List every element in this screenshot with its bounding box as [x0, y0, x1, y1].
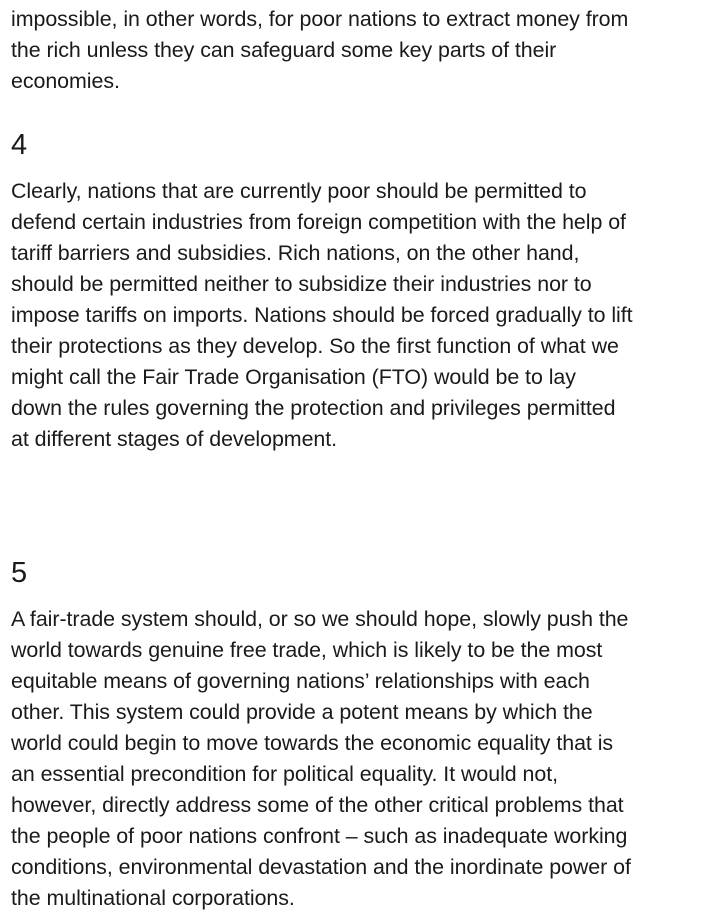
text-line: economies.: [11, 69, 120, 93]
text-line: world towards genuine free trade, which is likely to be the most: [11, 638, 603, 662]
text-line: other. This system could provide a potent means by which the: [11, 700, 593, 724]
text-line: their protections as they develop. So the first function of what we: [11, 334, 619, 358]
text-line: however, directly address some of the other critical problems that: [11, 793, 624, 817]
text-line: A fair-trade system should, or so we should hope, slowly push the: [11, 607, 629, 631]
text-line: conditions, environmental devastation and the inordinate power of: [11, 855, 631, 879]
text-line: at different stages of development.: [11, 427, 338, 451]
text-line: impose tariffs on imports. Nations should be forced gradually to lift: [11, 303, 633, 327]
text-line: equitable means of governing nations’ relationships with each: [11, 669, 590, 693]
text-line: tariff barriers and subsidies. Rich nations, on the other hand,: [11, 241, 580, 265]
text-line: world could begin to move towards the economic equality that is: [11, 731, 614, 755]
text-line: defend certain industries from foreign competition with the help of: [11, 210, 626, 234]
text-line: might call the Fair Trade Organisation (FTO) would be to lay: [11, 365, 576, 389]
text-line: an essential precondition for political equality. It would not,: [11, 762, 558, 786]
text-line: the rich unless they can safeguard some key parts of their: [11, 38, 557, 62]
section-4-paragraph: [11, 176, 703, 455]
text-line: the multinational corporations.: [11, 886, 295, 910]
section-number-4: 4: [11, 129, 28, 161]
section-number-5: 5: [11, 557, 28, 589]
text-line: Clearly, nations that are currently poor should be permitted to: [11, 179, 587, 203]
section-5-paragraph: [11, 604, 703, 914]
text-line: impossible, in other words, for poor nations to extract money from: [11, 7, 629, 31]
text-line: the people of poor nations confront – such as inadequate working: [11, 824, 628, 848]
text-line: should be permitted neither to subsidize their industries nor to: [11, 272, 592, 296]
text-line: down the rules governing the protection and privileges permitted: [11, 396, 616, 420]
intro-paragraph: [11, 4, 703, 97]
